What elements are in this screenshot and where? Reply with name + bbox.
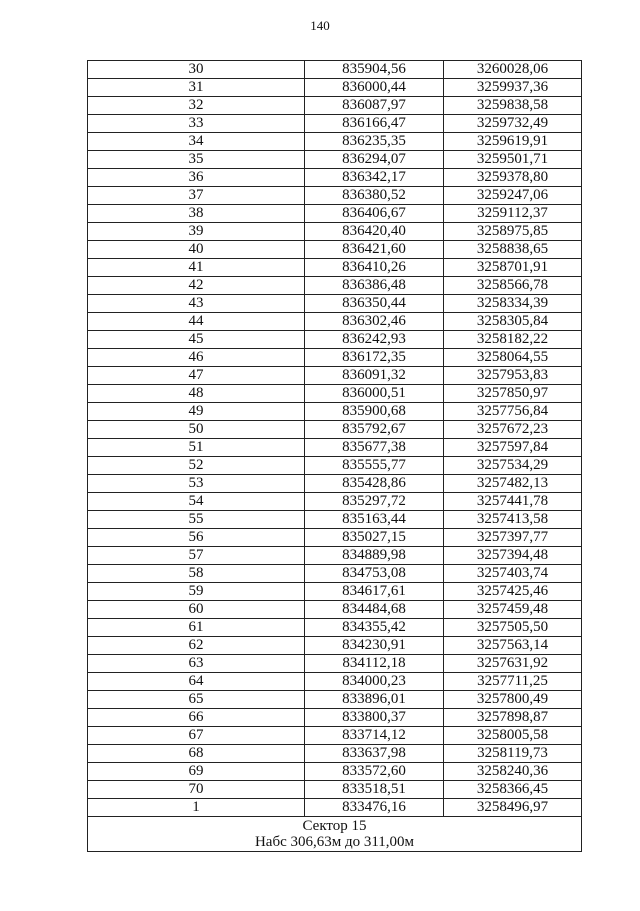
y-coordinate-cell: 3260028,06 — [444, 61, 582, 79]
y-coordinate-cell: 3259937,36 — [444, 79, 582, 97]
y-coordinate-cell: 3258064,55 — [444, 349, 582, 367]
y-coordinate-cell: 3258119,73 — [444, 745, 582, 763]
x-coordinate-cell: 834230,91 — [305, 637, 444, 655]
table-row — [88, 421, 582, 439]
x-coordinate-cell: 836410,26 — [305, 259, 444, 277]
x-coordinate-cell: 835792,67 — [305, 421, 444, 439]
table-row — [88, 511, 582, 529]
y-coordinate-cell: 3259838,58 — [444, 97, 582, 115]
point-number-cell: 68 — [88, 745, 305, 763]
point-number-cell: 50 — [88, 421, 305, 439]
x-coordinate-cell: 835904,56 — [305, 61, 444, 79]
y-coordinate-cell: 3257505,50 — [444, 619, 582, 637]
y-coordinate-cell: 3257534,29 — [444, 457, 582, 475]
y-coordinate-cell: 3258240,36 — [444, 763, 582, 781]
table-row — [88, 367, 582, 385]
y-coordinate-cell: 3258366,45 — [444, 781, 582, 799]
point-number-cell: 58 — [88, 565, 305, 583]
y-coordinate-cell: 3257425,46 — [444, 583, 582, 601]
y-coordinate-cell: 3258182,22 — [444, 331, 582, 349]
point-number-cell: 49 — [88, 403, 305, 421]
table-row — [88, 187, 582, 205]
y-coordinate-cell: 3258838,65 — [444, 241, 582, 259]
point-number-cell: 36 — [88, 169, 305, 187]
point-number-cell: 56 — [88, 529, 305, 547]
y-coordinate-cell: 3257597,84 — [444, 439, 582, 457]
x-coordinate-cell: 836000,51 — [305, 385, 444, 403]
point-number-cell: 35 — [88, 151, 305, 169]
sector-title: Сектор 15 — [302, 818, 367, 834]
x-coordinate-cell: 834753,08 — [305, 565, 444, 583]
y-coordinate-cell: 3257394,48 — [444, 547, 582, 565]
y-coordinate-cell: 3259732,49 — [444, 115, 582, 133]
x-coordinate-cell: 836420,40 — [305, 223, 444, 241]
x-coordinate-cell: 834000,23 — [305, 673, 444, 691]
x-coordinate-cell: 836242,93 — [305, 331, 444, 349]
point-number-cell: 63 — [88, 655, 305, 673]
point-number-cell: 44 — [88, 313, 305, 331]
sector-subtitle: Набс 306,63м до 311,00м — [254, 834, 415, 850]
table-row — [88, 61, 582, 79]
point-number-cell: 33 — [88, 115, 305, 133]
x-coordinate-cell: 836380,52 — [305, 187, 444, 205]
y-coordinate-cell: 3257672,23 — [444, 421, 582, 439]
x-coordinate-cell: 833714,12 — [305, 727, 444, 745]
point-number-cell: 43 — [88, 295, 305, 313]
x-coordinate-cell: 833572,60 — [305, 763, 444, 781]
point-number-cell: 57 — [88, 547, 305, 565]
x-coordinate-cell: 836235,35 — [305, 133, 444, 151]
sector-cell — [88, 817, 582, 852]
point-number-cell: 40 — [88, 241, 305, 259]
y-coordinate-cell: 3258334,39 — [444, 295, 582, 313]
y-coordinate-cell: 3258566,78 — [444, 277, 582, 295]
point-number-cell: 66 — [88, 709, 305, 727]
point-number-cell: 65 — [88, 691, 305, 709]
x-coordinate-cell: 835900,68 — [305, 403, 444, 421]
x-coordinate-cell: 835297,72 — [305, 493, 444, 511]
y-coordinate-cell: 3258305,84 — [444, 313, 582, 331]
x-coordinate-cell: 835555,77 — [305, 457, 444, 475]
table-row — [88, 547, 582, 565]
x-coordinate-cell: 834889,98 — [305, 547, 444, 565]
x-coordinate-cell: 833637,98 — [305, 745, 444, 763]
table-row — [88, 637, 582, 655]
y-coordinate-cell: 3259247,06 — [444, 187, 582, 205]
y-coordinate-cell: 3259501,71 — [444, 151, 582, 169]
x-coordinate-cell: 836386,48 — [305, 277, 444, 295]
table-row — [88, 223, 582, 241]
table-row — [88, 601, 582, 619]
x-coordinate-cell: 835428,86 — [305, 475, 444, 493]
x-coordinate-cell: 833518,51 — [305, 781, 444, 799]
y-coordinate-cell: 3257953,83 — [444, 367, 582, 385]
x-coordinate-cell: 834484,68 — [305, 601, 444, 619]
point-number-cell: 48 — [88, 385, 305, 403]
y-coordinate-cell: 3257756,84 — [444, 403, 582, 421]
x-coordinate-cell: 836342,17 — [305, 169, 444, 187]
y-coordinate-cell: 3257403,74 — [444, 565, 582, 583]
x-coordinate-cell: 833800,37 — [305, 709, 444, 727]
point-number-cell: 64 — [88, 673, 305, 691]
table-row — [88, 277, 582, 295]
x-coordinate-cell: 836406,67 — [305, 205, 444, 223]
x-coordinate-cell: 836172,35 — [305, 349, 444, 367]
x-coordinate-cell: 834355,42 — [305, 619, 444, 637]
x-coordinate-cell: 833896,01 — [305, 691, 444, 709]
point-number-cell: 51 — [88, 439, 305, 457]
table-row — [88, 331, 582, 349]
y-coordinate-cell: 3257898,87 — [444, 709, 582, 727]
point-number-cell: 55 — [88, 511, 305, 529]
point-number-cell: 38 — [88, 205, 305, 223]
y-coordinate-cell: 3259619,91 — [444, 133, 582, 151]
table-row — [88, 313, 582, 331]
x-coordinate-cell: 836000,44 — [305, 79, 444, 97]
point-number-cell: 1 — [88, 799, 305, 817]
y-coordinate-cell: 3257459,48 — [444, 601, 582, 619]
x-coordinate-cell: 835163,44 — [305, 511, 444, 529]
x-coordinate-cell: 836302,46 — [305, 313, 444, 331]
y-coordinate-cell: 3257397,77 — [444, 529, 582, 547]
point-number-cell: 37 — [88, 187, 305, 205]
point-number-cell: 67 — [88, 727, 305, 745]
x-coordinate-cell: 836166,47 — [305, 115, 444, 133]
y-coordinate-cell: 3258496,97 — [444, 799, 582, 817]
y-coordinate-cell: 3259112,37 — [444, 205, 582, 223]
x-coordinate-cell: 833476,16 — [305, 799, 444, 817]
point-number-cell: 39 — [88, 223, 305, 241]
x-coordinate-cell: 836421,60 — [305, 241, 444, 259]
y-coordinate-cell: 3258005,58 — [444, 727, 582, 745]
sector-row — [88, 817, 582, 852]
point-number-cell: 47 — [88, 367, 305, 385]
table-row — [88, 529, 582, 547]
point-number-cell: 32 — [88, 97, 305, 115]
table-row — [88, 349, 582, 367]
x-coordinate-cell: 836087,97 — [305, 97, 444, 115]
y-coordinate-cell: 3258701,91 — [444, 259, 582, 277]
x-coordinate-cell: 834112,18 — [305, 655, 444, 673]
y-coordinate-cell: 3257563,14 — [444, 637, 582, 655]
point-number-cell: 52 — [88, 457, 305, 475]
table-row — [88, 439, 582, 457]
point-number-cell: 45 — [88, 331, 305, 349]
y-coordinate-cell: 3257800,49 — [444, 691, 582, 709]
table-row — [88, 259, 582, 277]
table-row — [88, 673, 582, 691]
x-coordinate-cell: 836091,32 — [305, 367, 444, 385]
point-number-cell: 60 — [88, 601, 305, 619]
y-coordinate-cell: 3257482,13 — [444, 475, 582, 493]
table-row — [88, 781, 582, 799]
point-number-cell: 70 — [88, 781, 305, 799]
coordinates-table — [87, 60, 582, 852]
table-row — [88, 475, 582, 493]
y-coordinate-cell: 3257413,58 — [444, 511, 582, 529]
table-row — [88, 493, 582, 511]
point-number-cell: 42 — [88, 277, 305, 295]
table-row — [88, 295, 582, 313]
y-coordinate-cell: 3257631,92 — [444, 655, 582, 673]
point-number-cell: 34 — [88, 133, 305, 151]
table-row — [88, 97, 582, 115]
point-number-cell: 30 — [88, 61, 305, 79]
point-number-cell: 41 — [88, 259, 305, 277]
y-coordinate-cell: 3257850,97 — [444, 385, 582, 403]
point-number-cell: 53 — [88, 475, 305, 493]
coordinates-table-body — [88, 61, 582, 817]
x-coordinate-cell: 836350,44 — [305, 295, 444, 313]
table-row — [88, 205, 582, 223]
table-row — [88, 151, 582, 169]
table-row — [88, 79, 582, 97]
table-row — [88, 385, 582, 403]
point-number-cell: 31 — [88, 79, 305, 97]
table-row — [88, 169, 582, 187]
table-row — [88, 457, 582, 475]
table-row — [88, 745, 582, 763]
y-coordinate-cell: 3259378,80 — [444, 169, 582, 187]
table-row — [88, 763, 582, 781]
point-number-cell: 61 — [88, 619, 305, 637]
page-number: 140 — [310, 18, 330, 33]
point-number-cell: 59 — [88, 583, 305, 601]
point-number-cell: 69 — [88, 763, 305, 781]
x-coordinate-cell: 835677,38 — [305, 439, 444, 457]
point-number-cell: 62 — [88, 637, 305, 655]
table-row — [88, 799, 582, 817]
table-row — [88, 241, 582, 259]
table-row — [88, 583, 582, 601]
table-row — [88, 691, 582, 709]
x-coordinate-cell: 834617,61 — [305, 583, 444, 601]
table-row — [88, 115, 582, 133]
x-coordinate-cell: 835027,15 — [305, 529, 444, 547]
table-row — [88, 727, 582, 745]
table-row — [88, 619, 582, 637]
table-row — [88, 709, 582, 727]
table-row — [88, 133, 582, 151]
y-coordinate-cell: 3257711,25 — [444, 673, 582, 691]
x-coordinate-cell: 836294,07 — [305, 151, 444, 169]
y-coordinate-cell: 3258975,85 — [444, 223, 582, 241]
table-row — [88, 403, 582, 421]
y-coordinate-cell: 3257441,78 — [444, 493, 582, 511]
point-number-cell: 46 — [88, 349, 305, 367]
table-row — [88, 565, 582, 583]
point-number-cell: 54 — [88, 493, 305, 511]
table-row — [88, 655, 582, 673]
